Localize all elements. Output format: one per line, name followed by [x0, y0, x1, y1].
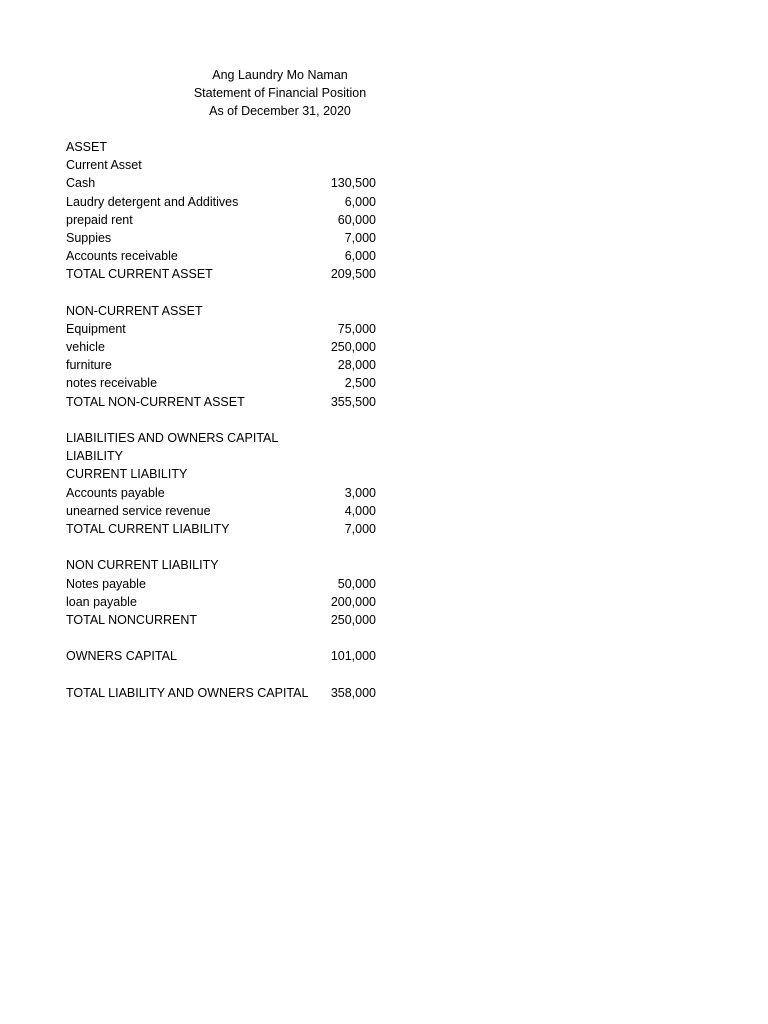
- grand-total-row: [66, 684, 376, 702]
- line-item-amount: 50,000: [337, 576, 376, 591]
- line-item-unearned-revenue: [66, 502, 376, 520]
- total-current-asset: [66, 265, 376, 283]
- line-item-amount: 6,000: [344, 249, 376, 264]
- liabilities-heading: LIABILITIES AND OWNERS CAPITAL: [66, 431, 279, 445]
- line-item-amount: 28,000: [337, 358, 376, 373]
- line-item-label: unearned service revenue: [66, 503, 211, 518]
- line-item-notes-receivable: [66, 374, 376, 392]
- total-label: TOTAL NON-CURRENT ASSET: [66, 394, 245, 409]
- line-item-label: Laudry detergent and Additives: [66, 194, 239, 209]
- line-item-furniture: [66, 356, 376, 374]
- total-amount: 250,000: [330, 612, 376, 627]
- current-liability-heading: CURRENT LIABILITY: [66, 467, 188, 482]
- line-item-label: Accounts receivable: [66, 249, 178, 264]
- current-asset-heading: Current Asset: [66, 158, 142, 173]
- line-item-amount: 4,000: [344, 503, 376, 518]
- total-amount: 209,500: [330, 267, 376, 282]
- line-item-label: Notes payable: [66, 576, 146, 591]
- statement-date: As of December 31, 2020: [209, 104, 351, 119]
- total-noncurrent-asset: [66, 393, 376, 411]
- line-item-amount: 7,000: [344, 230, 376, 245]
- line-item-prepaid-rent: [66, 211, 376, 229]
- grand-total-amount: 358,000: [330, 685, 376, 700]
- total-amount: 7,000: [344, 521, 376, 536]
- liability-subheading: LIABILITY: [66, 449, 123, 464]
- line-item-vehicle: [66, 338, 376, 356]
- total-label: TOTAL NONCURRENT: [66, 612, 198, 627]
- owners-capital-row: [66, 647, 376, 665]
- line-item-amount: 130,500: [330, 176, 376, 191]
- noncurrent-asset-heading: NON-CURRENT ASSET: [66, 303, 203, 318]
- line-item-label: furniture: [66, 358, 112, 373]
- owners-capital-amount: 101,000: [330, 649, 376, 664]
- line-item-loan-payable: [66, 593, 376, 611]
- noncurrent-liability-heading: NON CURRENT LIABILITY: [66, 558, 219, 573]
- line-item-laundry-detergent: [66, 193, 376, 211]
- line-item-cash: [66, 174, 376, 192]
- total-amount: 355,500: [330, 394, 376, 409]
- line-item-label: Suppies: [66, 230, 112, 245]
- line-item-amount: 250,000: [330, 340, 376, 355]
- line-item-label: prepaid rent: [66, 212, 133, 227]
- total-label: TOTAL CURRENT ASSET: [66, 267, 213, 282]
- line-item-label: Cash: [66, 176, 96, 191]
- total-label: TOTAL CURRENT LIABILITY: [66, 521, 230, 536]
- line-item-amount: 2,500: [344, 376, 376, 391]
- total-noncurrent-liability: [66, 611, 376, 629]
- total-current-liability: [66, 520, 376, 538]
- section-spacer: [66, 629, 376, 647]
- statement-body: [66, 138, 376, 702]
- line-item-equipment: [66, 320, 376, 338]
- line-item-accounts-receivable: [66, 247, 376, 265]
- section-spacer: [66, 665, 376, 683]
- line-item-amount: 6,000: [344, 194, 376, 209]
- statement-header: [130, 66, 430, 121]
- line-item-label: Accounts payable: [66, 485, 165, 500]
- line-item-amount: 3,000: [344, 485, 376, 500]
- line-item-amount: 60,000: [337, 212, 376, 227]
- grand-total-label: TOTAL LIABILITY AND OWNERS CAPITAL: [66, 685, 309, 700]
- line-item-label: Equipment: [66, 321, 126, 336]
- section-spacer: [66, 538, 376, 556]
- line-item-label: vehicle: [66, 340, 105, 355]
- line-item-supplies: [66, 229, 376, 247]
- line-item-label: loan payable: [66, 594, 137, 609]
- section-spacer: [66, 284, 376, 302]
- line-item-accounts-payable: [66, 484, 376, 502]
- line-item-label: notes receivable: [66, 376, 158, 391]
- line-item-amount: 75,000: [337, 321, 376, 336]
- asset-heading: ASSET: [66, 140, 107, 154]
- section-spacer: [66, 411, 376, 429]
- line-item-amount: 200,000: [330, 594, 376, 609]
- statement-title: Statement of Financial Position: [193, 86, 367, 101]
- company-name: Ang Laundry Mo Naman: [212, 68, 348, 82]
- line-item-notes-payable: [66, 575, 376, 593]
- owners-capital-label: OWNERS CAPITAL: [66, 649, 177, 664]
